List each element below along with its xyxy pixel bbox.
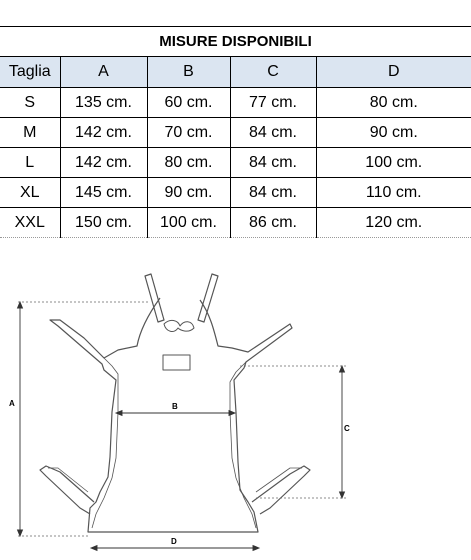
measure-c-cell: 77 cm. xyxy=(230,88,316,118)
sizes-table xyxy=(0,26,471,238)
measure-d-cell: 90 cm. xyxy=(316,118,471,148)
size-cell: L xyxy=(0,148,60,178)
measure-a-cell: 145 cm. xyxy=(60,178,147,208)
dim-label-c: C xyxy=(344,424,350,433)
measure-a-cell: 135 cm. xyxy=(60,88,147,118)
measure-d-cell: 110 cm. xyxy=(316,178,471,208)
size-cell: XL xyxy=(0,178,60,208)
table-row xyxy=(0,208,471,238)
header-d: D xyxy=(316,57,471,88)
size-cell: M xyxy=(0,118,60,148)
measure-c-cell: 84 cm. xyxy=(230,178,316,208)
label-patch xyxy=(163,355,190,370)
measure-b-cell: 70 cm. xyxy=(147,118,230,148)
table-row xyxy=(0,148,471,178)
measure-d-cell: 80 cm. xyxy=(316,88,471,118)
measure-b-cell: 90 cm. xyxy=(147,178,230,208)
sling-outline xyxy=(50,298,292,532)
size-cell: S xyxy=(0,88,60,118)
left-shoulder-strap xyxy=(145,274,164,322)
measure-d-cell: 100 cm. xyxy=(316,148,471,178)
table-row xyxy=(0,118,471,148)
table-title-row xyxy=(0,27,471,57)
table-row xyxy=(0,178,471,208)
measure-b-cell: 60 cm. xyxy=(147,88,230,118)
sling-diagram xyxy=(0,262,471,560)
size-cell: XXL xyxy=(0,208,60,238)
measure-a-cell: 142 cm. xyxy=(60,148,147,178)
table-header-row xyxy=(0,57,471,88)
measure-d-cell: 120 cm. xyxy=(316,208,471,238)
dim-label-d: D xyxy=(171,537,177,546)
dim-label-a: A xyxy=(9,399,15,408)
measure-a-cell: 142 cm. xyxy=(60,118,147,148)
measure-c-cell: 86 cm. xyxy=(230,208,316,238)
header-c: C xyxy=(230,57,316,88)
measure-b-cell: 100 cm. xyxy=(147,208,230,238)
measure-a-cell: 150 cm. xyxy=(60,208,147,238)
header-b: B xyxy=(147,57,230,88)
table-title: MISURE DISPONIBILI xyxy=(0,27,471,57)
right-leg-strap xyxy=(252,466,310,514)
head-buckle xyxy=(164,320,194,331)
measure-b-cell: 80 cm. xyxy=(147,148,230,178)
dim-label-b: B xyxy=(172,402,178,411)
left-leg-strap-inner xyxy=(48,468,88,492)
table-row xyxy=(0,88,471,118)
header-taglia: Taglia xyxy=(0,57,60,88)
header-a: A xyxy=(60,57,147,88)
measure-c-cell: 84 cm. xyxy=(230,148,316,178)
measure-c-cell: 84 cm. xyxy=(230,118,316,148)
